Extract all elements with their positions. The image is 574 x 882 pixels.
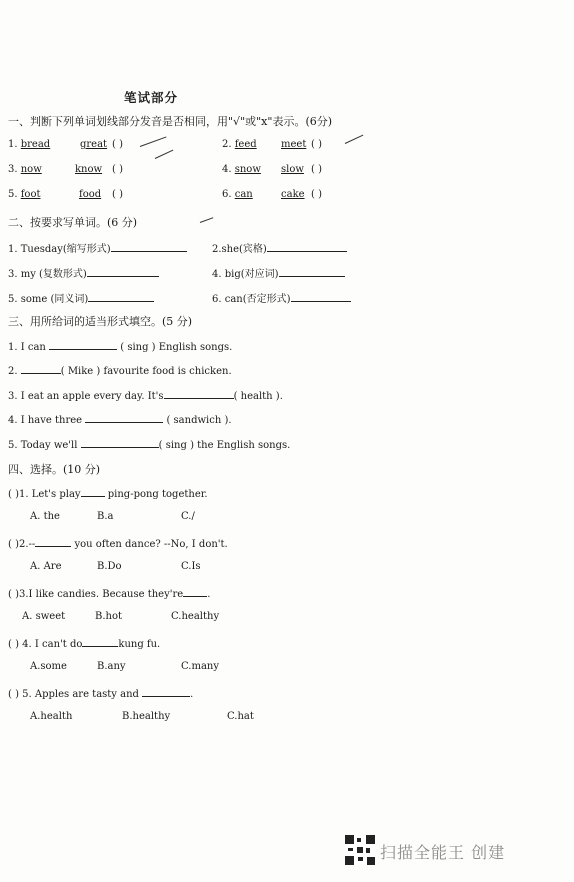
p1-word: snow [234,164,261,175]
answer-blank[interactable] [81,486,105,497]
answer-blank[interactable] [164,388,234,399]
watermark-text: 扫描全能王 创建 [380,843,506,862]
section-3-heading: 三、用所给词的适当形式填空。(5 分) [8,315,193,328]
p1-word: feed [234,139,257,150]
p1-answer-paren[interactable]: ( ) [311,164,322,175]
p3-item-2: 2. ( Mike ) favourite food is chicken. [8,363,232,377]
p1-answer-paren[interactable]: ( ) [112,139,123,150]
answer-blank[interactable] [267,241,347,252]
pencil-mark [200,217,213,223]
p4-option-b[interactable]: B.a [97,511,114,522]
pencil-mark [155,150,174,159]
p1-answer-paren[interactable]: ( ) [311,189,322,200]
p4-option-c[interactable]: C.many [181,661,220,672]
p3-item-4: 4. I have three ( sandwich ). [8,412,232,426]
p1-answer-paren[interactable]: ( ) [112,189,123,200]
p4-option-a[interactable]: A.some [30,661,67,672]
p4-question-4: ( ) 4. I can't do kung fu. [8,636,160,650]
p1-answer-paren[interactable]: ( ) [112,164,123,175]
answer-blank[interactable] [279,266,345,277]
p4-option-c[interactable]: C.Is [181,561,201,572]
p1-word: can [234,189,253,200]
p4-question-3: ( )3.I like candies. Because they're . [8,586,210,600]
p4-option-b[interactable]: B.healthy [122,711,171,722]
answer-blank[interactable] [291,291,351,302]
p1-item-4: 4. snow [222,164,261,175]
p2-item-2: 2.she(宾格) [212,240,347,255]
answer-blank[interactable] [81,437,159,448]
answer-blank[interactable] [88,291,154,302]
answer-blank[interactable] [82,636,118,647]
p1-answer-paren[interactable]: ( ) [311,139,322,150]
p2-item-6: 6. can(否定形式) [212,290,351,305]
section-2-heading: 二、按要求写单词。(6 分) [8,216,138,229]
section-4-heading: 四、选择。(10 分) [8,463,101,476]
p4-option-b[interactable]: B.any [97,661,126,672]
p1-item-5: 5. foot [8,189,41,200]
p3-item-1: 1. I can ( sing ) English songs. [8,339,232,353]
answer-blank[interactable] [85,412,163,423]
p1-word: now [20,164,42,175]
p1-word: meet [281,139,307,150]
pencil-mark [140,136,167,147]
p1-word: food [79,189,102,200]
answer-blank[interactable] [142,686,190,697]
p4-option-c[interactable]: C.hat [227,711,254,722]
answer-blank[interactable] [49,339,117,350]
answer-blank[interactable] [35,536,71,547]
p4-question-1: ( )1. Let's play ping-pong together. [8,486,208,500]
answer-blank[interactable] [183,586,207,597]
p4-option-b[interactable]: B.hot [95,611,123,622]
page-title: 笔试部分 [124,90,179,105]
p4-option-b[interactable]: B.Do [97,561,122,572]
p4-option-a[interactable]: A. sweet [22,611,66,622]
p1-item-2: 2. feed [222,139,257,150]
p4-option-a[interactable]: A. Are [30,561,62,572]
p2-item-1: 1. Tuesday(缩写形式) [8,240,187,255]
p1-word: slow [281,164,304,175]
p1-word: foot [20,189,41,200]
p4-option-c[interactable]: C.healthy [171,611,220,622]
p4-question-2: ( )2.-- you often dance? --No, I don't. [8,536,228,550]
p3-item-5: 5. Today we'll ( sing ) the English songs. [8,437,290,451]
section-1-heading: 一、判断下列单词划线部分发音是否相同，用"√"或"x"表示。(6分) [8,115,333,128]
p2-item-3: 3. my (复数形式) [8,265,159,280]
p2-item-5: 5. some (同义词) [8,290,154,305]
answer-blank[interactable] [111,241,187,252]
p3-item-3: 3. I eat an apple every day. It's ( health ). [8,388,283,402]
p1-word: cake [281,189,305,200]
p1-word: bread [20,139,51,150]
answer-blank[interactable] [21,363,61,374]
p4-option-a[interactable]: A.health [30,711,73,722]
p2-item-4: 4. big(对应词) [212,265,345,280]
p1-item-1: 1. bread [8,139,51,150]
qr-code-icon [345,835,375,865]
p1-word: know [75,164,103,175]
answer-blank[interactable] [87,266,159,277]
p4-option-c[interactable]: C./ [181,511,195,522]
p4-option-a[interactable]: A. the [30,511,60,522]
p1-word: great [80,139,108,150]
p1-item-6: 6. can [222,189,253,200]
p1-item-3: 3. now [8,164,42,175]
pencil-mark [345,135,364,144]
p4-question-5: ( ) 5. Apples are tasty and . [8,686,193,700]
